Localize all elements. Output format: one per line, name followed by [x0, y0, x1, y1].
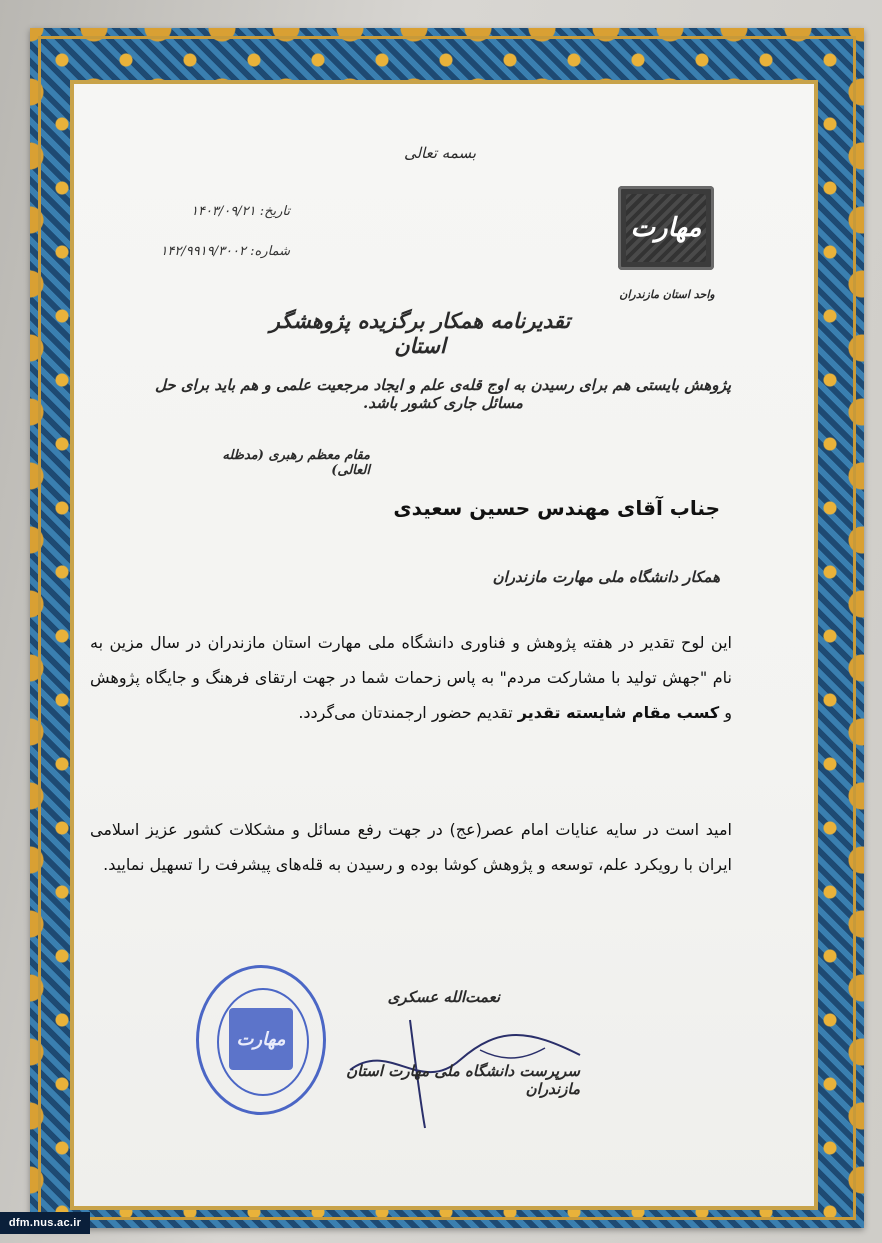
official-seal	[196, 965, 326, 1115]
wish-paragraph: امید است در سایه عنایات امام عصر(عج) در جهت رفع مسائل و مشکلات کشور عزیز اسلامی ایران با رویکرد علم، توسعه و پژوهش کوشا بوده و رسیدن به قله‌های پیشرفت را تسهیل نمایید.	[90, 820, 732, 874]
recipient-affiliation: همکار دانشگاه ملی مهارت مازندران	[492, 568, 720, 586]
seal-emblem: مهارت	[229, 1008, 293, 1070]
paragraph1-emphasis: کسب مقام شایسته تقدیر	[517, 703, 720, 722]
logo-lettering: مهارت	[630, 213, 702, 243]
logo-emblem	[626, 194, 706, 262]
appreciation-paragraph	[90, 625, 732, 730]
signer-role: سرپرست دانشگاه ملی مهارت استان مازندران	[346, 1062, 580, 1098]
number-line: شماره: ۱۴۲/۹۹۱۹/۳۰۰۲	[160, 244, 290, 259]
university-logo	[618, 186, 714, 270]
date-line: تاریخ: ۱۴۰۳/۰۹/۲۱	[190, 204, 290, 219]
leader-quote: پژوهش بایستی هم برای رسیدن به اوج قله‌ی علم و ایجاد مرجعیت علمی و هم باید برای حل مسائل جاری کشور باشد.	[154, 376, 732, 412]
unit-caption: واحد استان مازندران	[619, 288, 715, 301]
recipient-name: جناب آقای مهندس حسین سعیدی	[393, 496, 720, 520]
quote-source: مقام معظم رهبری (مدظله العالی)	[222, 448, 370, 478]
site-watermark: dfm.nus.ac.ir	[0, 1212, 90, 1234]
paragraph1-part-a: این لوح تقدیر در هفته پژوهش و فناوری دانشگاه ملی مهارت استان مازندران در سال مزین به نام "جهش تولید با مشارکت مردم" به پاس زحمات شما در جهت ارتقای فرهنگ و جایگاه پژوهش و	[90, 633, 732, 722]
signer-name: نعمت‌الله عسکری	[387, 988, 500, 1006]
paragraph1-part-b: تقدیم حضور ارجمندتان می‌گردد.	[298, 703, 518, 722]
certificate-title: تقدیرنامه همکار برگزیده پژوهشگر استان	[269, 308, 571, 358]
invocation-text: بسمه تعالی	[403, 144, 477, 162]
